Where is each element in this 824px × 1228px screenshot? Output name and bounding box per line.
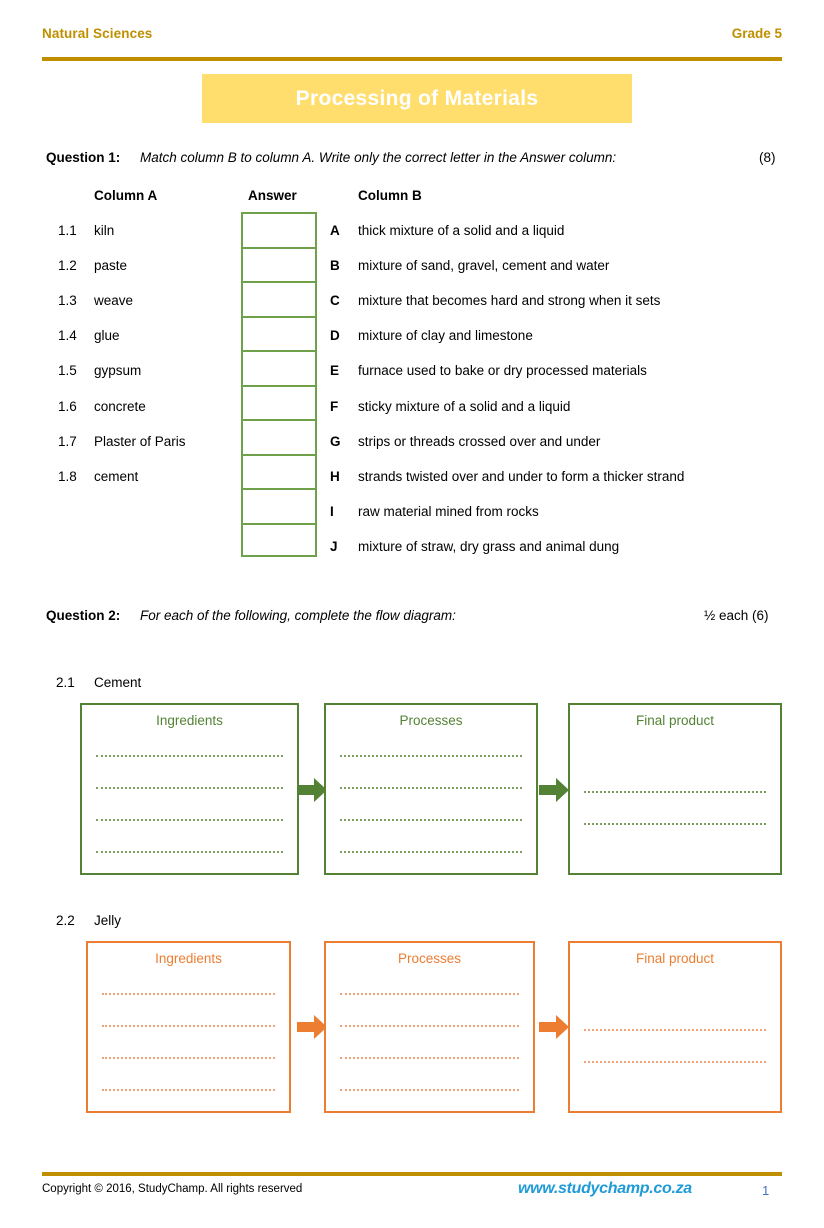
answer-cell-5[interactable] bbox=[241, 350, 317, 385]
answer-cell-10[interactable] bbox=[241, 523, 317, 558]
footer-copyright: Copyright © 2016, StudyChamp. All rights reserved bbox=[42, 1183, 303, 1195]
answer-line[interactable] bbox=[340, 1057, 519, 1059]
column-a-term: gypsum bbox=[94, 363, 142, 378]
column-a-term: cement bbox=[94, 469, 139, 484]
answer-line[interactable] bbox=[96, 755, 283, 757]
column-a-number: 1.4 bbox=[58, 328, 77, 343]
footer-divider bbox=[42, 1172, 782, 1176]
answer-line[interactable] bbox=[96, 851, 283, 853]
answer-cell-1[interactable] bbox=[241, 212, 317, 247]
footer-page-number: 1 bbox=[762, 1183, 770, 1198]
answer-cell-8[interactable] bbox=[241, 454, 317, 489]
column-a-term: weave bbox=[94, 293, 134, 308]
column-b-letter: E bbox=[330, 363, 340, 378]
answer-line[interactable] bbox=[340, 1025, 519, 1027]
flow-box-processes-jelly[interactable] bbox=[324, 941, 535, 1113]
column-b-header: Column B bbox=[358, 188, 422, 203]
column-b-letter: J bbox=[330, 539, 338, 554]
answer-cell-6[interactable] bbox=[241, 385, 317, 420]
question1-marks: (8) bbox=[759, 150, 776, 165]
question2-instruction: For each of the following, complete the flow diagram: bbox=[140, 608, 456, 623]
column-b-letter: I bbox=[330, 504, 334, 519]
column-b-letter: G bbox=[330, 434, 341, 449]
question1-instruction: Match column B to column A. Write only the correct letter in the Answer column: bbox=[140, 150, 617, 165]
flow-item-number: 2.2 bbox=[56, 913, 75, 928]
column-a-term: glue bbox=[94, 328, 120, 343]
column-a-number: 1.2 bbox=[58, 258, 77, 273]
flow-box-title: Final product bbox=[635, 951, 715, 966]
header-subject: Natural Sciences bbox=[42, 26, 153, 41]
flow-box-title: Final product bbox=[635, 713, 715, 728]
flow-arrow-icon bbox=[539, 1014, 569, 1040]
answer-column-header: Answer bbox=[248, 188, 297, 203]
answer-line[interactable] bbox=[96, 819, 283, 821]
answer-line[interactable] bbox=[340, 819, 522, 821]
answer-cell-7[interactable] bbox=[241, 419, 317, 454]
flow-box-ingredients-jelly[interactable] bbox=[86, 941, 291, 1113]
flow-box-final-product-cement[interactable] bbox=[568, 703, 782, 875]
column-b-desc: sticky mixture of a solid and a liquid bbox=[358, 399, 571, 414]
answer-cell-3[interactable] bbox=[241, 281, 317, 316]
flow-box-title: Ingredients bbox=[156, 713, 223, 728]
footer-website-link[interactable]: www.studychamp.co.za bbox=[518, 1180, 692, 1197]
flow-box-ingredients-cement[interactable] bbox=[80, 703, 299, 875]
column-a-number: 1.6 bbox=[58, 399, 77, 414]
flow-box-title: Ingredients bbox=[155, 951, 222, 966]
flow-item-label: Cement bbox=[94, 675, 142, 690]
flow-arrow-icon bbox=[539, 777, 569, 803]
answer-line[interactable] bbox=[96, 787, 283, 789]
answer-cell-9[interactable] bbox=[241, 488, 317, 523]
answer-line[interactable] bbox=[584, 1061, 766, 1063]
column-b-desc: mixture that becomes hard and strong when it sets bbox=[358, 293, 661, 308]
flow-item-label: Jelly bbox=[94, 913, 122, 928]
column-a-number: 1.8 bbox=[58, 469, 77, 484]
flow-arrow-icon bbox=[297, 777, 327, 803]
column-b-letter: H bbox=[330, 469, 340, 484]
answer-line[interactable] bbox=[102, 1057, 275, 1059]
column-a-term: paste bbox=[94, 258, 128, 273]
flow-box-title: Processes bbox=[397, 951, 462, 966]
column-b-desc: mixture of sand, gravel, cement and water bbox=[358, 258, 610, 273]
column-b-letter: B bbox=[330, 258, 340, 273]
page-header bbox=[42, 26, 782, 54]
answer-cell-4[interactable] bbox=[241, 316, 317, 351]
flow-box-processes-cement[interactable] bbox=[324, 703, 538, 875]
flow-item-number: 2.1 bbox=[56, 675, 75, 690]
answer-grid bbox=[241, 212, 317, 557]
column-b-desc: thick mixture of a solid and a liquid bbox=[358, 223, 565, 238]
column-a-term: concrete bbox=[94, 399, 146, 414]
answer-cell-2[interactable] bbox=[241, 247, 317, 282]
question1-label: Question 1: bbox=[46, 150, 121, 165]
column-a-term: Plaster of Paris bbox=[94, 434, 186, 449]
flow-box-final-product-jelly[interactable] bbox=[568, 941, 782, 1113]
column-a-number: 1.3 bbox=[58, 293, 77, 308]
header-grade: Grade 5 bbox=[731, 26, 782, 41]
column-a-number: 1.5 bbox=[58, 363, 77, 378]
question2-label: Question 2: bbox=[46, 608, 121, 623]
answer-line[interactable] bbox=[584, 1029, 766, 1031]
column-a-number: 1.1 bbox=[58, 223, 77, 238]
answer-line[interactable] bbox=[102, 993, 275, 995]
column-b-desc: mixture of straw, dry grass and animal dung bbox=[358, 539, 620, 554]
question2-marks: ½ each (6) bbox=[704, 608, 769, 623]
column-b-desc: strips or threads crossed over and under bbox=[358, 434, 601, 449]
column-b-letter: F bbox=[330, 399, 339, 414]
column-b-desc: furnace used to bake or dry processed materials bbox=[358, 363, 647, 378]
column-b-desc: mixture of clay and limestone bbox=[358, 328, 533, 343]
answer-line[interactable] bbox=[340, 851, 522, 853]
page-title: Processing of Materials bbox=[295, 86, 539, 110]
column-b-letter: D bbox=[330, 328, 340, 343]
flow-arrow-icon bbox=[297, 1014, 327, 1040]
flow-box-title: Processes bbox=[399, 713, 463, 728]
answer-line[interactable] bbox=[340, 993, 519, 995]
worksheet-title-banner bbox=[202, 74, 632, 123]
answer-line[interactable] bbox=[340, 755, 522, 757]
column-b-desc: strands twisted over and under to form a thicker strand bbox=[358, 469, 685, 484]
answer-line[interactable] bbox=[584, 823, 766, 825]
column-b-letter: C bbox=[330, 293, 340, 308]
column-b-desc: raw material mined from rocks bbox=[358, 504, 539, 519]
answer-line[interactable] bbox=[102, 1025, 275, 1027]
header-divider bbox=[42, 57, 782, 61]
answer-line[interactable] bbox=[102, 1089, 275, 1091]
answer-line[interactable] bbox=[340, 787, 522, 789]
column-b-letter: A bbox=[330, 223, 340, 238]
column-a-term: kiln bbox=[94, 223, 115, 238]
answer-line[interactable] bbox=[340, 1089, 519, 1091]
column-a-number: 1.7 bbox=[58, 434, 77, 449]
answer-line[interactable] bbox=[584, 791, 766, 793]
column-a-header: Column A bbox=[94, 188, 158, 203]
